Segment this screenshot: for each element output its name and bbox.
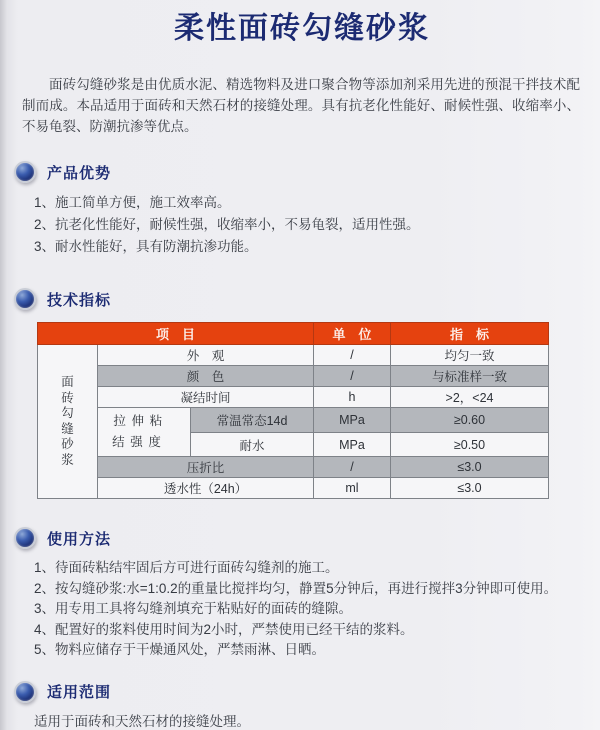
col-header-item: 项 目	[38, 323, 314, 345]
cell-value: >2，<24	[391, 387, 549, 408]
list-item: 3、用专用工具将勾缝剂填充于粘贴好的面砖的缝隙。	[34, 601, 353, 616]
section-technical-title: 技术指标	[47, 291, 112, 309]
cell-unit: h	[314, 387, 391, 408]
intro-paragraph: 面砖勾缝砂浆是由优质水泥、精选物料及进口聚合物等添加剂采用先进的预混干拌技术配制而成。本品适用于面砖和天然石材的接缝处理。具有抗老化性能好、耐候性强、收缩率小、不易龟裂、防潮抗渗等优点。	[22, 77, 580, 134]
section-advantages-header	[14, 161, 584, 183]
table-row	[38, 408, 549, 433]
section-usage-title: 使用方法	[47, 530, 112, 548]
list-item: 2、抗老化性能好，耐候性强，收缩率小，不易龟裂，适用性强。	[34, 217, 420, 232]
cell-item: 凝结时间	[98, 387, 314, 408]
list-item: 3、耐水性能好，具有防潮抗渗功能。	[34, 239, 258, 254]
cell-value: ≥0.60	[391, 408, 549, 433]
table-row	[38, 345, 549, 366]
list-item: 1、待面砖粘结牢固后方可进行面砖勾缝剂的施工。	[34, 560, 339, 575]
bullet-sphere-icon	[14, 527, 36, 549]
cell-item: 压折比	[98, 457, 314, 478]
section-scope-header	[14, 681, 584, 703]
page-title: 柔性面砖勾缝砂浆	[174, 12, 430, 45]
cell-item: 透水性（24h）	[98, 478, 314, 499]
group-label-text: 拉伸粘结强度	[112, 414, 168, 449]
scope-body-text: 适用于面砖和天然石材的接缝处理。	[34, 713, 250, 729]
table-row	[38, 478, 549, 499]
list-item: 2、按勾缝砂浆:水=1:0.2的重量比搅拌均匀，静置5分钟后，再进行搅拌3分钟即可使用。	[34, 580, 558, 596]
bullet-sphere-icon	[14, 681, 36, 703]
list-item: 5、物料应储存于干燥通风处，严禁雨淋、日晒。	[34, 642, 326, 657]
product-vertical-label: 面砖勾缝砂浆	[61, 375, 74, 467]
cell-item: 外 观	[98, 345, 314, 366]
list-item: 4、配置好的浆料使用时间为2小时，严禁使用已经干结的浆料。	[34, 621, 414, 637]
cell-unit: MPa	[314, 408, 391, 433]
bullet-sphere-icon	[14, 161, 36, 183]
cell-unit: ml	[314, 478, 391, 499]
section-technical-header	[14, 288, 584, 310]
cell-value: ≥0.50	[391, 433, 549, 457]
section-advantages-title: 产品优势	[47, 164, 112, 182]
col-header-unit: 单 位	[314, 323, 391, 345]
cell-unit: MPa	[314, 433, 391, 457]
table-header-row	[38, 323, 549, 345]
bullet-sphere-icon	[14, 288, 36, 310]
table-row	[38, 366, 549, 387]
cell-value: 与标准样一致	[391, 366, 549, 387]
section-scope-title: 适用范围	[47, 684, 112, 701]
cell-item: 颜 色	[98, 366, 314, 387]
col-header-index: 指 标	[391, 323, 549, 345]
table-row	[38, 457, 549, 478]
cell-group-label	[98, 408, 191, 457]
section-usage-header	[14, 527, 584, 549]
usage-list	[34, 558, 584, 661]
cell-value: 均匀一致	[391, 345, 549, 366]
cell-value: ≤3.0	[391, 478, 549, 499]
advantages-list	[34, 192, 584, 258]
cell-value: ≤3.0	[391, 457, 549, 478]
technical-spec-table	[37, 322, 549, 499]
list-item: 1、施工简单方便，施工效率高。	[34, 195, 231, 210]
cell-item: 常温常态14d	[191, 408, 314, 433]
cell-item: 耐水	[191, 433, 314, 457]
cell-unit: /	[314, 457, 391, 478]
cell-unit: /	[314, 366, 391, 387]
table-row	[38, 387, 549, 408]
cell-unit: /	[314, 345, 391, 366]
product-vertical-label-cell	[38, 345, 98, 499]
